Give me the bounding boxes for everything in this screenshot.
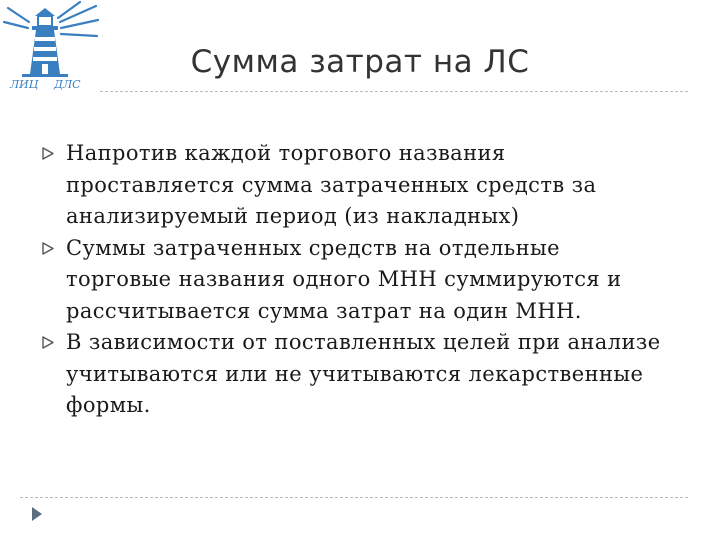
triangle-bullet-icon [42, 242, 54, 255]
bullet-text-3: В зависимости от поставленных целей при анализе учитываются или не учитываются лекарственные формы. [66, 330, 661, 417]
bullet-text-1: Напротив каждой торгового названия проставляется сумма затраченных средств за анализируемый период (из накладных) [66, 141, 597, 228]
bullet-text-2: Суммы затраченных средств на отдельные торговые названия одного МНН суммируются и рассчитывается сумма затрат на один МНН. [66, 235, 622, 323]
logo [0, 0, 100, 96]
logo-caption-right: ДЛС [54, 78, 81, 91]
play-arrow-icon[interactable] [30, 505, 44, 523]
footer-divider [20, 497, 688, 498]
logo-caption-left: ЛИЦ [10, 78, 39, 91]
bullet-item-3 [42, 327, 672, 422]
bullet-list [42, 138, 672, 422]
triangle-bullet-icon [42, 336, 54, 349]
triangle-bullet-icon [42, 147, 54, 160]
title-divider [100, 91, 688, 92]
bullet-item-1 [42, 138, 672, 233]
bullet-item-2 [42, 233, 672, 328]
slide-title: Сумма затрат на ЛС [190, 44, 530, 80]
